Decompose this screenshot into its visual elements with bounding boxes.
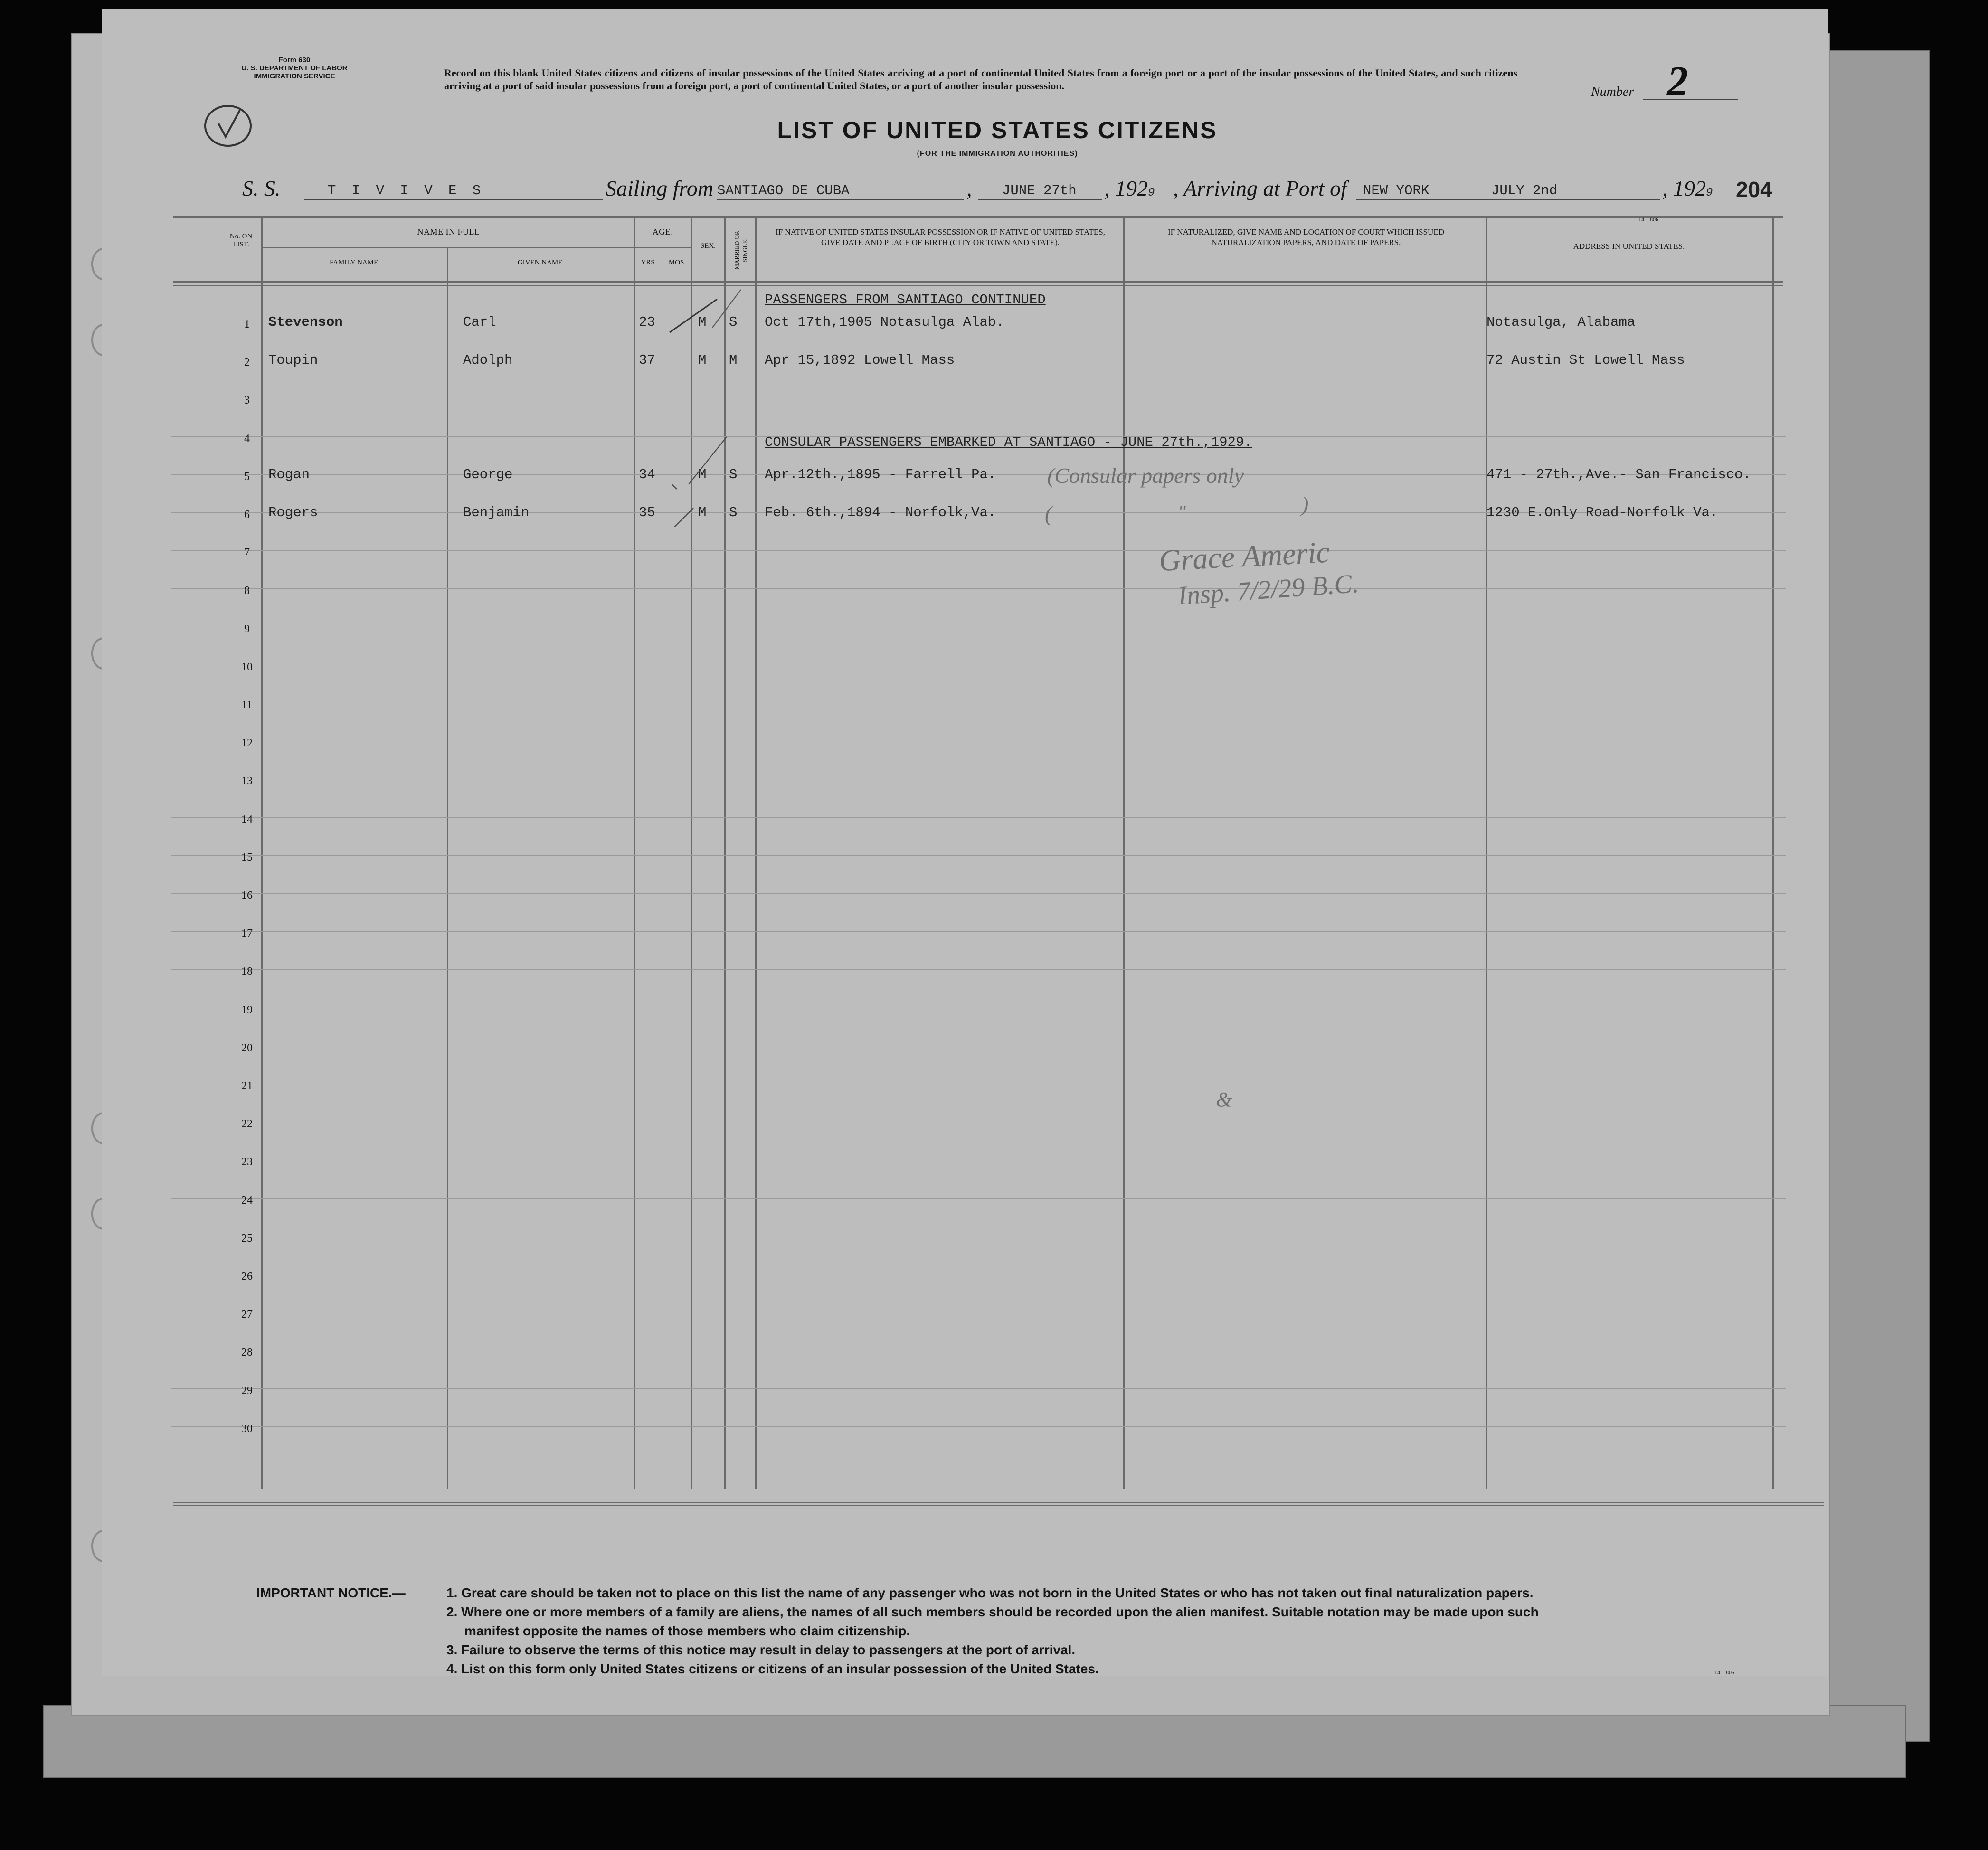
year-value-1: 9 [1148,187,1155,199]
circled-check-icon [199,100,256,152]
row-number: 11 [241,699,253,711]
married-cell: S [729,466,738,482]
row-number: 29 [241,1384,253,1397]
notice-item-2-cont: manifest opposite the names of those members who claim citizenship. [464,1623,910,1638]
handwritten-ditto: " [1178,501,1186,523]
important-notice [256,1584,1833,1679]
row-number: 15 [241,851,253,864]
married-cell: M [729,352,738,368]
row-rule [171,550,1786,551]
sail-date: JUNE 27th [1002,183,1077,198]
year-field-1: , 1929 [1104,176,1155,200]
married-cell: S [729,314,738,330]
sex-cell: M [698,466,707,482]
family-name-cell: Rogers [268,505,318,520]
age-years-cell: 23 [639,314,655,330]
family-name-cell: Rogan [268,466,310,482]
table-bottom-border [173,1502,1824,1503]
row-rule [171,855,1786,856]
header-given-name: GIVEN NAME. [517,259,565,266]
row-rule [171,1388,1786,1389]
row-rule [171,1426,1786,1427]
department-name: U. S. DEPARTMENT OF LABOR [241,64,348,72]
ship-underline [304,199,603,200]
row-number: 10 [241,661,253,673]
sex-cell: M [698,352,707,368]
row-rule [171,817,1786,818]
to-port: NEW YORK [1363,183,1429,198]
col-line-naturalized [1486,216,1487,1489]
row-number: 21 [241,1080,253,1092]
header-bottom-border [173,281,1783,283]
row-number: 7 [244,547,250,559]
header-married: MARRIED OR SINGLE. [733,231,748,270]
underlying-page [1819,50,1930,1742]
row-number: 12 [241,737,253,750]
header-no: No. ON LIST. [229,233,253,248]
row-number: 3 [244,394,250,407]
row-rule [171,1198,1786,1199]
row-number: 5 [244,470,250,483]
row-number: 28 [241,1346,253,1359]
name-header-divider [262,247,635,248]
from-port: SANTIAGO DE CUBA [717,183,850,198]
handwritten-consular-note: (Consular papers only [1047,463,1244,488]
section-heading-2: CONSULAR PASSENGERS EMBARKED AT SANTIAGO - JUNE 27th.,1929. [765,434,1252,450]
address-cell: 471 - 27th.,Ave.- San Francisco. [1486,466,1751,482]
address-cell: 72 Austin St Lowell Mass [1486,352,1685,368]
sailing-label: Sailing from [606,176,714,200]
row-number: 27 [241,1308,253,1321]
arrive-date: JULY 2nd [1491,183,1558,198]
notice-item-3: 3. Failure to observe the terms of this notice may result in delay to passengers at the port of arrival. [446,1642,1076,1657]
given-name-cell: Carl [463,314,496,330]
row-rule [171,588,1786,589]
form-subtitle: (FOR THE IMMIGRATION AUTHORITIES) [917,150,1078,158]
section-heading-1: PASSENGERS FROM SANTIAGO CONTINUED [765,292,1046,308]
ship-name: T I V I V E S [328,183,485,198]
header-yrs: YRS. [641,259,657,266]
header-bottom-border-2 [173,285,1783,286]
row-number: 16 [241,889,253,902]
row-number: 25 [241,1232,253,1245]
form-number: Form 630 [278,56,311,64]
number-value: 2 [1667,58,1688,105]
notice-item-1: 1. Great care should be taken not to place on this list the name of any passenger who was not born in the United States or who has not taken out final naturalization papers. [446,1586,1534,1600]
row-number: 2 [244,356,250,369]
given-name-cell: George [463,466,513,482]
service-name: IMMIGRATION SERVICE [254,72,335,80]
handwritten-mark: & [1216,1088,1232,1111]
table-top-border [173,216,1783,218]
row-number: 24 [241,1194,253,1207]
row-number: 17 [241,927,253,940]
row-number: 18 [241,965,253,978]
table-bottom-border-2 [173,1505,1824,1506]
given-name-cell: Benjamin [463,505,530,520]
row-number: 26 [241,1270,253,1283]
row-number: 20 [241,1041,253,1054]
row-rule [171,969,1786,970]
handwritten-bracket-close: ) [1301,492,1309,516]
col-line-address [1772,216,1774,1489]
header-family-name: FAMILY NAME. [330,259,380,266]
col-line-native [1123,216,1125,1489]
header-mos: MOS. [668,259,686,266]
birth-cell: Oct 17th,1905 Notasulga Alab. [765,314,1004,330]
code-bottom: 14—806 [1714,1669,1734,1676]
header-name-in-full: NAME IN FULL [417,227,480,236]
age-years-cell: 35 [639,505,655,520]
row-number: 1 [244,318,250,330]
year-field-2: , 1929 [1662,176,1713,200]
ss-label: S. S. [242,176,281,200]
code-top: 14—806 [1638,216,1658,223]
to-port-underline [1356,199,1660,200]
col-line-family [447,247,448,1489]
record-instructions: Record on this blank United States citizens and citizens of insular possessions of the United States arriving at a port of continental United States from a foreign port or a port of the insular possessions of the United States, and such citizens arriving at a port of said insular possessions from a foreign port, a port of continental United States, or a port of another insular possession. [444,67,1517,92]
year-value-2: 9 [1706,187,1713,199]
year-label-1: 192 [1115,176,1148,200]
year-label-2: 192 [1673,176,1706,200]
birth-cell: Apr 15,1892 Lowell Mass [765,352,955,368]
age-years-cell: 34 [639,466,655,482]
header-age: AGE. [652,227,673,236]
tick-marks [655,280,760,527]
address-cell: Notasulga, Alabama [1486,314,1636,330]
row-number: 13 [241,775,253,788]
header-address: ADDRESS IN UNITED STATES. [1573,242,1685,251]
number-label: Number [1591,85,1634,99]
form-title: LIST OF UNITED STATES CITIZENS [777,117,1218,143]
row-number: 14 [241,813,253,826]
married-cell: S [729,505,738,520]
row-rule [171,931,1786,932]
notice-item-2: 2. Where one or more members of a family are aliens, the names of all such members should be recorded upon the alien manifest. Suitable notation may be made upon such [446,1605,1539,1619]
age-years-cell: 37 [639,352,655,368]
notice-label: IMPORTANT NOTICE.— [256,1586,406,1600]
handwritten-bracket: ( [1045,501,1052,526]
comma: , [966,176,972,200]
col-line-given [634,216,635,1489]
birth-cell: Apr.12th.,1895 - Farrell Pa. [765,466,996,482]
form-id-block [209,56,380,80]
row-number: 6 [244,509,250,521]
row-number: 19 [241,1003,253,1016]
row-number: 23 [241,1156,253,1169]
sail-date-underline [978,199,1102,200]
number-field [1591,58,1743,105]
header-native: IF NATIVE OF UNITED STATES INSULAR POSSESSION OR IF NATIVE OF UNITED STATES, GIVE DATE AND PLACE OF BIRTH (CITY OR TOWN AND STATE). [776,227,1105,247]
header-sex: SEX. [700,242,716,250]
number-underline [1643,99,1738,100]
row-number: 9 [244,623,250,635]
handwritten-annotation-2: Insp. 7/2/29 B.C. [1177,568,1360,611]
page-stamp: 204 [1736,177,1772,202]
address-cell: 1230 E.Only Road-Norfolk Va. [1486,505,1718,520]
from-underline [717,199,964,200]
given-name-cell: Adolph [463,352,513,368]
arriving-label: , Arriving at Port of [1173,176,1347,200]
row-number: 4 [244,432,250,445]
handwritten-annotation-1: Grace Americ [1158,535,1331,578]
header-naturalized: IF NATURALIZED, GIVE NAME AND LOCATION OF COURT WHICH ISSUED NATURALIZATION PAPERS, AND DATE OF PAPERS. [1167,227,1444,247]
notice-item-4: 4. List on this form only United States citizens or citizens of an insular possession of the United States. [446,1661,1099,1676]
family-name-cell: Stevenson [268,314,343,330]
sex-cell: M [698,505,707,520]
row-number: 8 [244,585,250,597]
row-number: 22 [241,1118,253,1131]
sex-cell: M [698,314,707,330]
birth-cell: Feb. 6th.,1894 - Norfolk,Va. [765,505,996,520]
row-rule [171,893,1786,894]
row-number: 30 [241,1422,253,1435]
family-name-cell: Toupin [268,352,318,368]
